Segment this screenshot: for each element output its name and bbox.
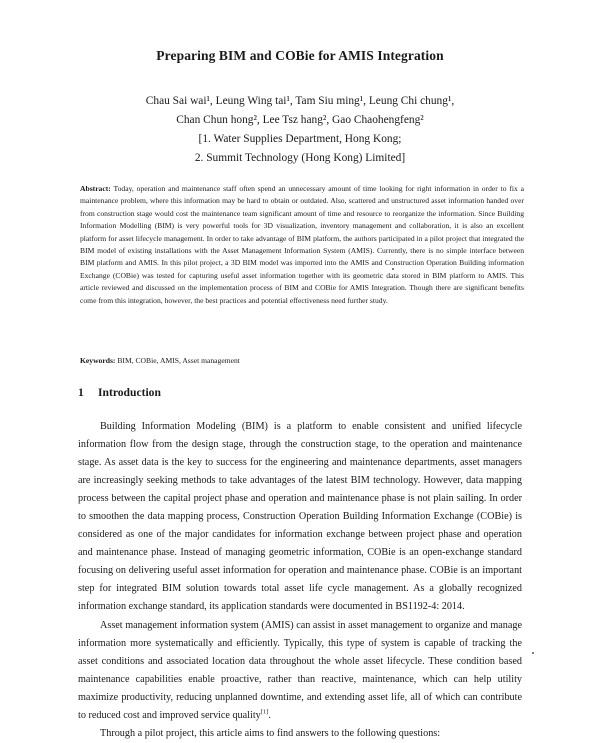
affiliation-line-1: [1. Water Supplies Department, Hong Kong; [198, 133, 402, 145]
paragraph-2-text: Asset management information system (AMIS) can assist in asset management to organize and manage information more systematically and efficiently. Typically, this type of system is capable of tracking the asset conditions and associated location data throughout the whole asset lifecycle. These condition based maintenance capabilities enable proactive, rather than reactive, maintenance, which can help utility maximize productivity, reducing unplanned downtime, and extending asset life, all of which can contribute to reduced cost and improved service quality [78, 619, 522, 721]
keywords-label: Keywords: [80, 356, 116, 365]
section-number: 1 [78, 386, 84, 399]
keywords-text: BIM, COBie, AMIS, Asset management [117, 356, 240, 365]
scan-speck [392, 268, 394, 270]
section-heading [78, 386, 161, 399]
scan-speck [532, 652, 534, 654]
body-text [78, 418, 522, 743]
citation-ref: [1] [260, 708, 269, 716]
paper-title: Preparing BIM and COBie for AMIS Integration [156, 48, 444, 63]
section-title: Introduction [98, 386, 161, 399]
paragraph-2-end: . [268, 709, 271, 721]
keywords [80, 355, 524, 367]
paragraph-3: Through a pilot project, this article aims to find answers to the following questions: [100, 727, 441, 739]
author-line-2: Chan Chun hong², Lee Tsz hang², Gao Chaohengfeng² [176, 114, 424, 126]
author-line-1: Chau Sai wai¹, Leung Wing tai¹, Tam Siu ming¹, Leung Chi chung¹, [145, 95, 455, 107]
affiliation-line-2: 2. Summit Technology (Hong Kong) Limited] [194, 152, 406, 164]
author-block [60, 92, 540, 168]
paragraph-1: Building Information Modeling (BIM) is a platform to enable consistent and unified lifecycle information flow from the design stage, through the construction stage, to the operation and maintenance stage. As asset data is the key to success for the engineering and maintenance departments, asset managers are increasingly seeking methods to take advantages of the latest BIM technology. However, data mapping process between the capital project phase and operation and maintenance phase is not plain sailing. In order to smoothen the data mapping process, Construction Operation Building Information Exchange (COBie) is considered as one of the major candidates for information exchange between project phase and operation and maintenance phase. Instead of managing geometric information, COBie is an open-exchange standard focusing on delivering useful asset information for operation and maintenance phase. COBie is an important step for integrated BIM solution towards total asset life cycle management. As a globally recognized information exchange standard, its application standards were documented in BS1192-4: 2014. [78, 421, 522, 613]
abstract-label: Abstract: [80, 184, 111, 193]
abstract-text: Today, operation and maintenance staff often spend an unnecessary amount of time looking for right information in order to fix a maintenance problem, where this information may be hard to obtain or outdated. Also, scattered and unstructured asset information handed over from construction stage would cost the maintenance team significant amount of time and resource to reorganize the information. Since Building Information Modelling (BIM) is very powerful tools for 3D visualization, inventory management and collaboration, it is also an excellent platform for asset lifecycle management. In order to take advantage of BIM platform, the authors participated in a pilot project that integrated the BIM model of existing installations with the Asset Management Information System (AMIS). Currently, there is no simple interface between BIM platform and AMIS. In this pilot project, a 3D BIM model was imported into the AMIS and Construction Operation Building information Exchange (COBie) was tested for capturing useful asset information together with its geometric data stored in BIM platform to AMIS. This article reviewed and discussed on the implementation process of BIM and COBie for AMIS Integration. Though there are significant benefits come from this integration, however, the best practices and potential effectiveness need further study. [80, 184, 524, 305]
abstract [80, 183, 524, 307]
paragraph-2 [78, 617, 522, 725]
